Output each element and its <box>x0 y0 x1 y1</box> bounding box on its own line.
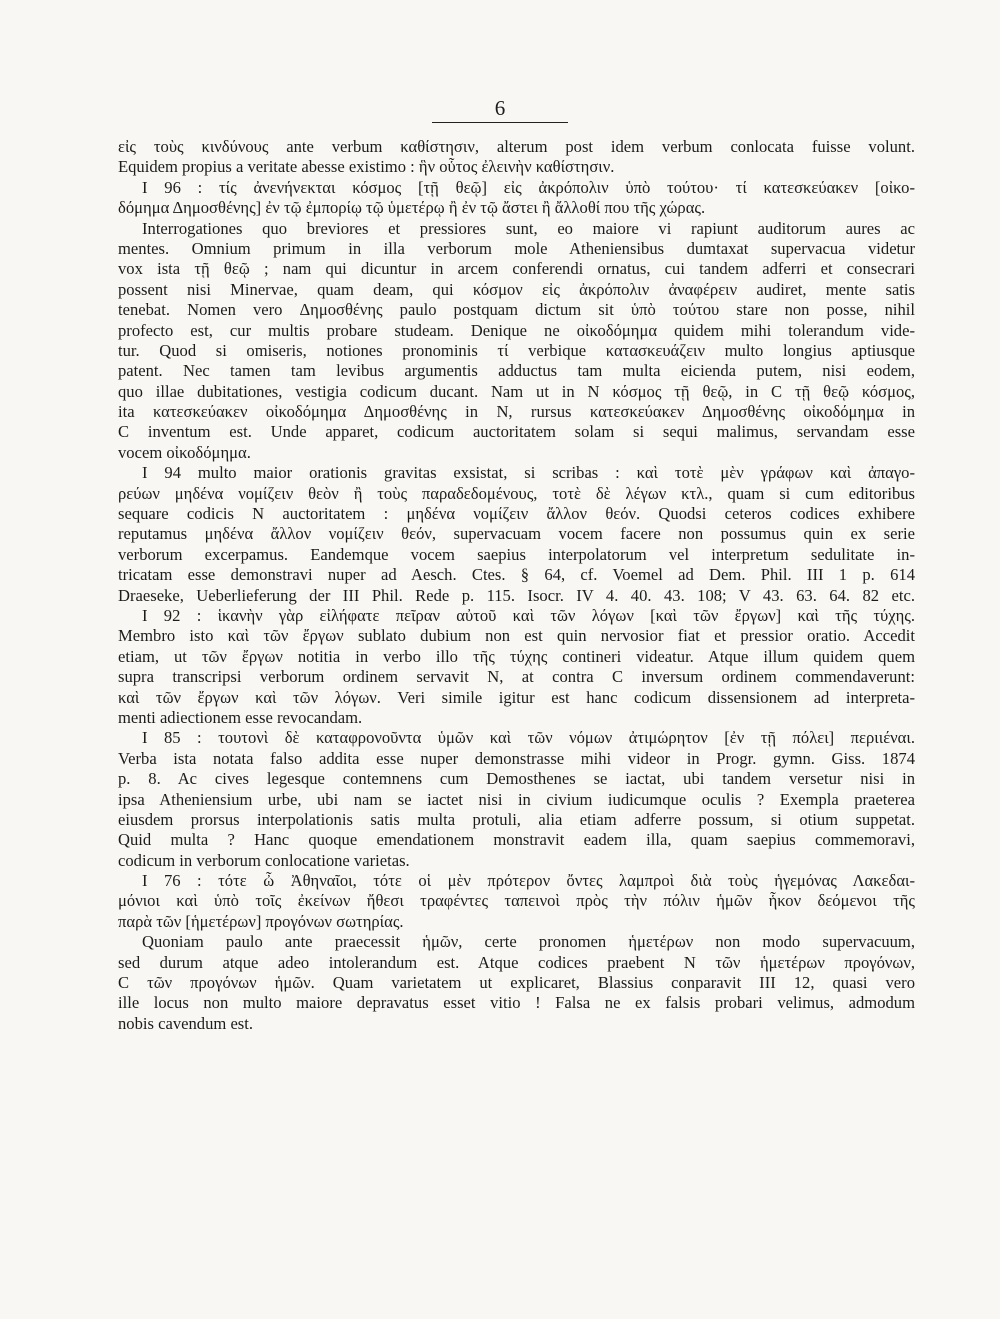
text-line: patent. Nec tamen tam levibus argumentis adductus tam multa eicienda putem, nisi eodem, <box>118 361 915 381</box>
text-line: Equidem propius a veritate abesse existimo : ἣν οὗτος ἐλεινὴν καθίστησιν. <box>118 157 615 177</box>
text-line: profecto est, cur multis probare studeam. Denique ne οἰκοδόμημα quidem mihi tolerandum vide- <box>118 320 915 340</box>
text-line: I 94 multo maior orationis gravitas exsistat, si scribas : καὶ τοτὲ μὲν γράφων καὶ ἀπαγο- <box>142 463 915 483</box>
text-line: ille locus non multo maiore depravatus esset vitio ! Falsa ne ex falsis probari velimus, admodum <box>118 993 915 1013</box>
text-line: supra transcripsi verborum ordinem servavit N, at contra C inversum ordinem commendaverunt: <box>118 667 915 687</box>
text-line: nobis cavendum est. <box>118 1013 254 1033</box>
text-line: C inventum est. Unde apparet, codicum auctoritatem solam si sequi malimus, servandam esse <box>118 422 915 442</box>
text-line: verborum excerpamus. Eandemque vocem saepius interpolatorum vel interpretum sedulitate in- <box>118 544 915 564</box>
text-line: ita κατεσκεύακεν οἰκοδόμημα Δημοσθένης in N, rursus κατεσκεύακεν Δημοσθένης οἰκοδόμημα in <box>118 402 915 422</box>
text-line: μόνιοι καὶ ὑπὸ τοῖς ἐκείνων ἤθεσι τραφέντες ταπεινοὶ πρὸς τὴν πόλιν ἡμῶν ἧκον δεόμενοι τῆς <box>118 891 915 911</box>
text-line: tricatam esse demonstravi nuper ad Aesch. Ctes. § 64, cf. Voemel ad Dem. Phil. III 1 p. 614 <box>118 565 915 585</box>
text-line: παρὰ τῶν [ἡμετέρων] προγόνων σωτηρίας. <box>118 911 404 931</box>
text-line: eiusdem prorsus interpolationis satis multa protuli, alia etiam adferre possum, si otium suppetat. <box>118 809 915 829</box>
text-line: Interrogationes quo breviores et pressiores sunt, eo maiore vi rapiunt auditorum aures ac <box>142 218 915 238</box>
text-line: ρεύων μηδένα νομίζειν θεὸν ἢ τοὺς παραδεδομένους, τοτὲ δὲ λέγων κτλ., quam si cum editoribus <box>118 483 915 503</box>
text-line: I 85 : τουτονὶ δὲ καταφρονοῦντα ὑμῶν καὶ τῶν νόμων ἀτιμώρητον [ἐν τῇ πόλει] περιιέναι. <box>142 728 915 748</box>
text-line: sed durum atque adeo intolerandum est. Atque codices praebent N τῶν ἡμετέρων προγόνων, <box>118 952 915 972</box>
text-line: menti adiectionem esse revocandam. <box>118 707 363 727</box>
text-line: tenebat. Nomen vero Δημοσθένης paulo postquam dictum sit ὑπὸ τούτου stare non posse, nihil <box>118 300 915 320</box>
text-line: reputamus μηδένα ἄλλον νομίζειν θεόν, supervacuam vocem facere non possumus quin ex serie <box>118 524 915 544</box>
text-line: ipsa Atheniensium urbe, ubi nam se iactet nisi in civium iudicumque oculis ? Exempla praeterea <box>118 789 915 809</box>
text-line: εἰς τοὺς κινδύνους ante verbum καθίστησιν, alterum post idem verbum conlocata fuisse volunt. <box>118 137 915 156</box>
text-line: p. 8. Ac cives legesque contemnens cum Demosthenes se iactat, ubi tandem versetur nisi in <box>118 769 915 789</box>
text-line: vox ista τῇ θεῷ ; nam qui dicuntur in arcem conferendi ornatus, cui tandem adferri et consecrari <box>118 259 915 279</box>
text-line: Verba ista notata falso addita esse nuper demonstrasse mihi videor in Progr. gymn. Giss. 1874 <box>118 748 915 768</box>
text-line: καὶ τῶν ἔργων καὶ τῶν λόγων. Veri simile igitur est hanc codicum dissensionem ad interpreta- <box>118 687 915 707</box>
text-line: Quid multa ? Hanc quoque emendationem monstravit eadem illa, quam saepius commemoravi, <box>118 830 915 850</box>
text-line: quo illae dubitationes, vestigia codicum ducant. Nam ut in N κόσμος τῇ θεῷ, in C τῇ θεῷ κόσμος, <box>118 381 915 401</box>
header-rule <box>432 122 568 123</box>
text-line: I 96 : τίς ἀνενήνεκται κόσμος [τῇ θεῷ] εἰς ἀκρόπολιν ὑπὸ τούτου· τί κατεσκεύακεν [οἰκο- <box>142 177 915 197</box>
text-line: possent nisi Minervae, quam deam, qui κόσμον εἰς ἀκρόπολιν ἀναφέρειν audiret, mente satis <box>118 279 915 299</box>
text-line: δόμημα Δημοσθένης] ἐν τῷ ἐμπορίῳ τῷ ὑμετέρῳ ἢ ἐν τῷ ἄστει ἢ ἄλλοθί που τῆς χώρας. <box>118 198 706 218</box>
text-line: Draeseke, Ueberlieferung der III Phil. Rede p. 115. Isocr. IV 4. 40. 43. 108; V 43. 63. 64. 82 etc. <box>118 585 915 605</box>
text-line: Membro isto καὶ τῶν ἔργων sublato dubium non est quin nervosior fiat et pressior oratio. Accedit <box>118 626 915 646</box>
text-line: C τῶν προγόνων ἡμῶν. Quam varietatem ut explicaret, Blassius conparavit III 12, quasi vero <box>118 973 915 993</box>
body-text <box>118 137 915 1034</box>
text-line: codicum in verborum conlocatione varietas. <box>118 850 410 870</box>
text-line: Quoniam paulo ante praecessit ἡμῶν, certe pronomen ἡμετέρων non modo supervacuum, <box>142 932 915 952</box>
text-line: I 76 : τότε ὦ Ἀθηναῖοι, τότε οἱ μὲν πρότερον ὄντες λαμπροὶ διὰ τοὺς ἡγεμόνας Λακεδαι- <box>142 871 915 891</box>
page-number: 6 <box>494 96 506 120</box>
text-line: vocem οἰκοδόμημα. <box>118 442 251 462</box>
text-line: I 92 : ἱκανὴν γὰρ εἰλήφατε πεῖραν αὐτοῦ καὶ τῶν λόγων [καὶ τῶν ἔργων] καὶ τῆς τύχης. <box>142 605 915 625</box>
text-line: mentes. Omnium primum in illa verborum mole Atheniensibus dumtaxat supervacua videtur <box>118 238 915 258</box>
text-line: sequare codicis N auctoritatem : μηδένα νομίζειν ἄλλον θεόν. Quodsi ceteros codices exhibere <box>118 504 915 524</box>
text-line: etiam, ut τῶν ἔργων notitia in verbo illo τῆς τύχης contineri videatur. Atque illum quidem quem <box>118 646 915 666</box>
text-line: tur. Quod si omiseris, notiones pronominis τί verbique κατασκευάζειν multo longius aptiusque <box>118 340 915 360</box>
